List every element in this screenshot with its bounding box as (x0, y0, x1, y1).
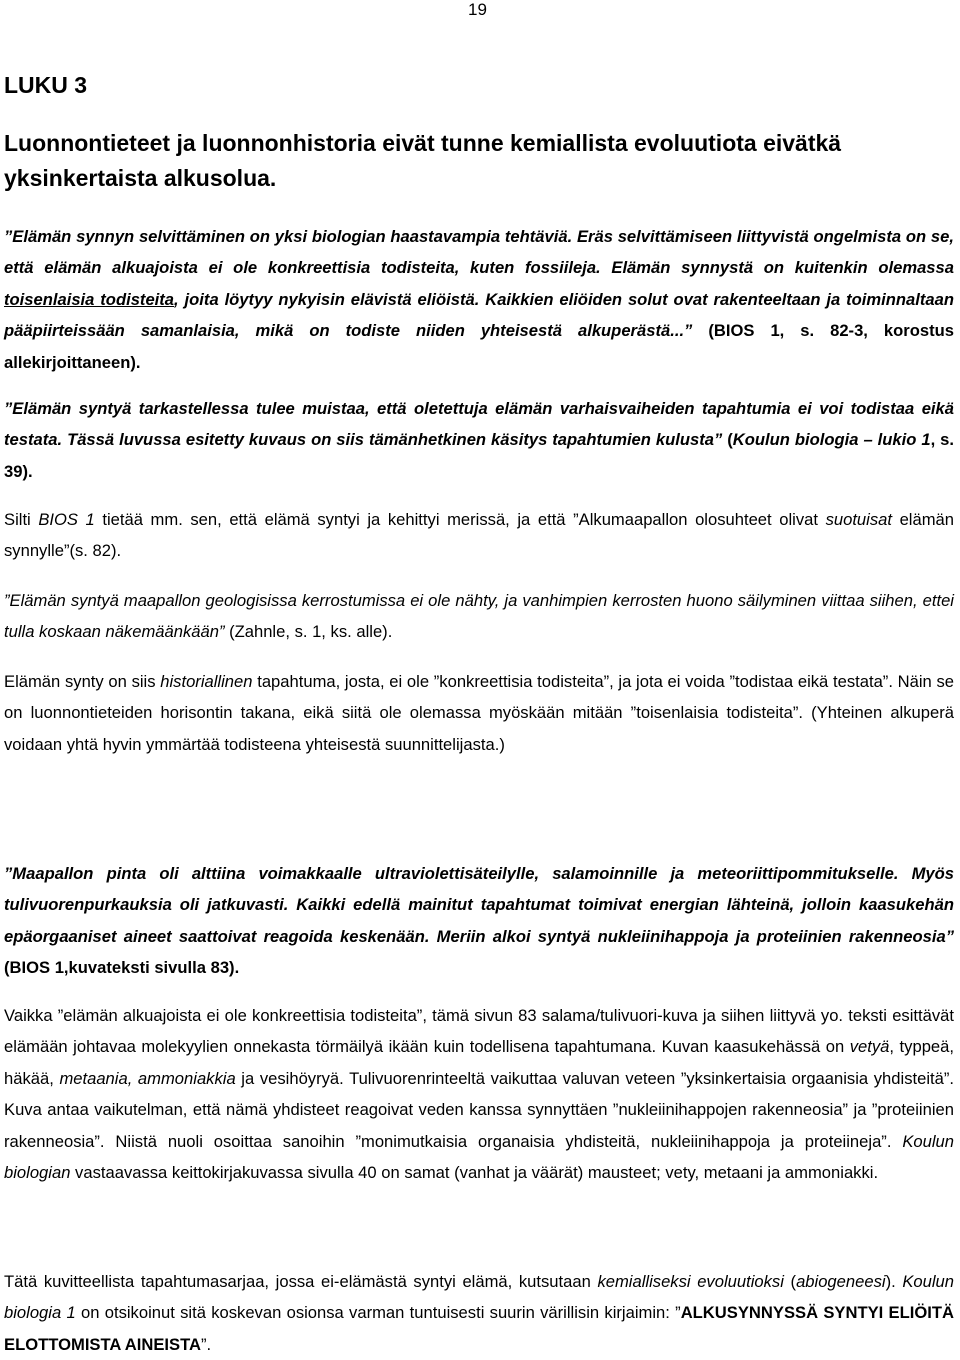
quote-text: ”Elämän syntyä maapallon geologisissa kerrostumissa ei ole nähty, ja vanhimpien kerrosten huono säilyminen viittaa siihen, ettei tulla koskaan näkemäänkään” (4, 591, 954, 642)
image-description-paragraph (4, 1000, 954, 1188)
emphasized-text: historiallinen (160, 672, 253, 691)
text: elämän synnylle”(s. 82). (4, 510, 954, 561)
text: Tätä kuvitteellista tapahtumasarjaa, jossa ei-elämästä syntyi elämä, kutsutaan (4, 1272, 598, 1291)
emphasized-text: kemialliseksi evoluutioksi (597, 1272, 784, 1291)
citation: , s. 39). (4, 430, 954, 481)
text: tietää mm. sen, että elämä syntyi ja kehittyi merissä, ja että ”Alkumaapallon olosuhteet olivat (94, 510, 826, 529)
book-title: BIOS 1 (38, 510, 95, 529)
text: Silti (4, 510, 39, 529)
citation: (BIOS 1,kuvateksti sivulla 83). (4, 958, 240, 978)
page-number: 19 (468, 0, 487, 19)
historical-event-paragraph (4, 666, 954, 760)
quote-text: ”Elämän syntyä tarkastellessa tulee muistaa, että oletettuja elämän varhaisvaiheiden tapahtumia ei voi todistaa eikä testata. Tässä luvussa esitetty kuvaus on siis tämänhetkinen käsitys tapahtumien kulusta” (4, 399, 954, 450)
text: ja vesihöyryä. Tulivuorenrinteeltä vaikuttaa valuvan veteen ”yksinkertaisia orgaanisia yhdisteitä”. Kuva antaa vaikutelman, että nämä yhdisteet reagoivat veden kanssa synnyttäen ”nukleiinihappojen rakenneosia” ja ”proteiinien rakenneosia”. Niistä nuoli osoittaa sanoihin ”monimutkaisia organaisia yhdisteitä, nukleiinihappoja ja proteiineja”. (4, 1068, 954, 1151)
quote-text: , joita löytyy nykyisin elävistä eliöistä. Kaikkien eliöiden solut ovat rakenteeltaan ja toiminnaltaan pääpiirteissään samanlaisia, mikä on todiste niiden yhteisestä alkuperästä...” (4, 289, 955, 341)
text: on otsikoinut sitä koskevan osionsa varman tuntuisesti suurin värillisin kirjaimin: ” (75, 1303, 681, 1323)
text: , typpeä, häkää, (4, 1037, 954, 1088)
citation-title: Koulun biologia – lukio 1 (732, 430, 931, 450)
text: Vaikka ”elämän alkuajoista ei ole konkreettisia todisteita”, tämä sivun 83 salama/tulivuori-kuva ja siihen liittyvä yo. teksti esittävät elämään johtavaa molekyylien onnekasta törmäilyä ikään kuin todellisena tapahtumana. Kuvan kaasukehässä on (4, 1006, 954, 1057)
bios-quote-paragraph (4, 221, 954, 378)
emphasized-text: toisenlaisia todisteita (4, 289, 175, 309)
chapter-label: LUKU 3 (4, 72, 88, 98)
emphasized-text: abiogeneesi (796, 1272, 886, 1291)
text: ( (783, 1272, 797, 1291)
quoted-heading: ALKUSYNNYSSÄ SYNTYI ELIÖITÄ ELOTTOMISTA AINEISTA (4, 1303, 955, 1354)
emphasized-text: suotuisat (825, 510, 892, 529)
chapter-title: Luonnontieteet ja luonnonhistoria eivät tunne kemiallista evoluutiota eivätkä yksinkertaista alkusolua. (4, 130, 842, 191)
citation: (Zahnle, s. 1, ks. alle). (224, 622, 393, 642)
text: ”. (200, 1334, 212, 1354)
text: tapahtuma, josta, ei ole ”konkreettisia todisteita”, ja jota ei voida ”todistaa eikä testata”. Näin se on luonnontieteiden horisontin takana, eikä siitä ole olemassa myöskään mitään ”toisenlaisia todisteita”. (Yhteinen alkuperä voidaan yhtä hyvin ymmärtää todisteena yhteisestä suunnittelijasta.) (4, 672, 955, 754)
book-title: Koulun biologia 1 (4, 1272, 954, 1323)
zahnle-quote-paragraph (4, 585, 954, 648)
citation: ( (722, 430, 733, 450)
bios-caption-quote-paragraph (4, 858, 954, 984)
text: ). (885, 1272, 903, 1291)
text: Elämän synty on siis (4, 672, 161, 691)
text: vastaavassa keittokirjakuvassa sivulla 40 on samat (vanhat ja väärät) mausteet; vety, metaani ja ammoniakki. (70, 1163, 879, 1183)
emphasized-text: metaania, ammoniakkia (59, 1068, 236, 1088)
emphasized-text: vetyä (849, 1037, 890, 1057)
quote-text: ”Elämän synnyn selvittäminen on yksi biologian haastavampia tehtäviä. Eräs selvittämiseen liittyvistä ongelmista on se, että elämän alkuajoista ei ole konkreettisia todisteita, kuten fossiileja. Elämän synnystä on kuitenkin olemassa (4, 227, 954, 278)
quote-text: ”Maapallon pinta oli alttiina voimakkaalle ultraviolettisäteilylle, salamoinnille ja meteoriittipommitukselle. Myös tulivuorenpurkauksia oli jatkuvasti. Kaikki edellä mainitut tapahtumat toimivat energian lähteinä, jolloin kaasukehän epäorgaaniset aineet saattoivat reagoida keskenään. Meriin alkoi syntyä nukleiinihappoja ja proteiinien rakenneosia” (4, 864, 954, 946)
chemical-evolution-paragraph (4, 1266, 954, 1360)
book-title: Koulun biologian (4, 1131, 954, 1183)
koulun-biologia-quote-paragraph (4, 393, 954, 487)
silti-paragraph (4, 504, 954, 567)
citation: (BIOS 1, s. 82-3, korostus allekirjoittaneen). (4, 321, 954, 372)
